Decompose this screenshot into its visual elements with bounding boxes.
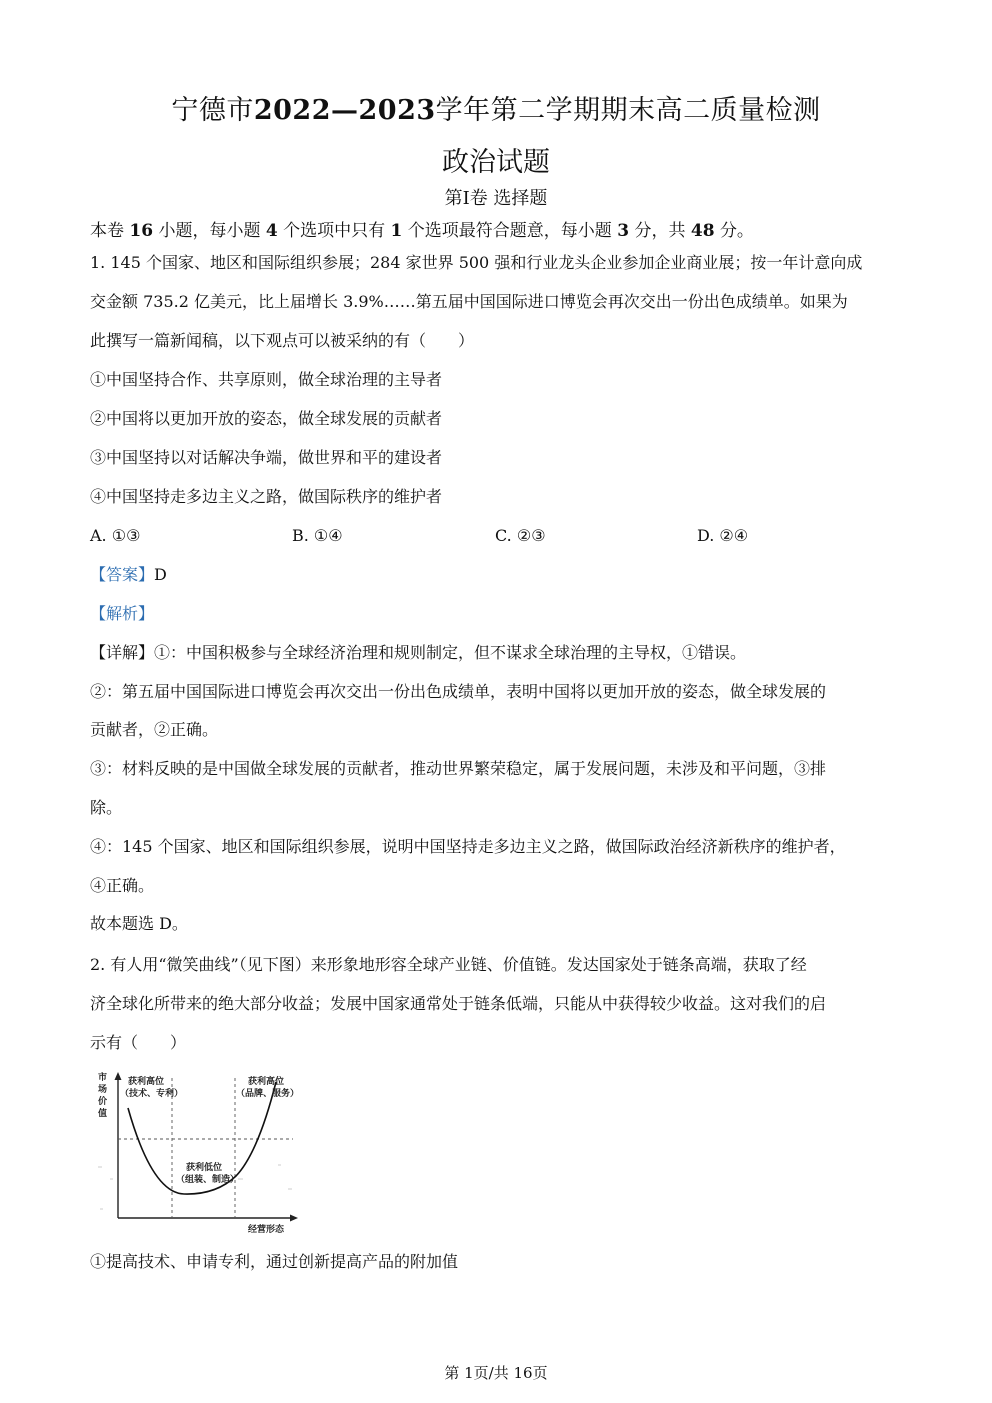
- q1-statement: ③中国坚持以对话解决争端，做世界和平的建设者: [90, 448, 443, 467]
- detail-label: 【详解】: [90, 643, 155, 662]
- q1-stem-line: 1. 145 个国家、地区和国际组织参展；284 家世界 500 强和行业龙头企业参加企业商业展；按一年计意向成: [90, 253, 863, 272]
- q1-option-d: D. ②④: [697, 526, 749, 545]
- page-subtitle: 政治试题: [442, 147, 550, 178]
- q1-stem-line: 此撰写一篇新闻稿，以下观点可以被采纳的有（ ）: [90, 331, 475, 350]
- annotation-title: 获利高位: [248, 1077, 285, 1087]
- q1-statement: ②中国将以更加开放的姿态，做全球发展的贡献者: [90, 409, 443, 428]
- y-axis-label-char: 价: [98, 1097, 108, 1107]
- y-axis-label-char: 值: [98, 1109, 108, 1119]
- q2-stem-line: 2. 有人用“微笑曲线”（见下图）来形象地形容全球产业链、价值链。发达国家处于链条高端，获取了经: [90, 955, 807, 974]
- answer-value: D: [154, 565, 167, 584]
- smile-curve-chart: [88, 1068, 304, 1234]
- q2-stem-line: 示有（ ）: [90, 1033, 187, 1052]
- q1-detail-line: 故本题选 D。: [90, 914, 188, 933]
- q1-statement: ④中国坚持走多边主义之路，做国际秩序的维护者: [90, 487, 443, 506]
- annotation-sub: （品牌、服务）: [236, 1089, 300, 1099]
- page-footer: 第 1页/共 16页: [444, 1364, 548, 1382]
- x-axis-label: 经营形态: [248, 1225, 285, 1234]
- annotation-title: 获利低位: [186, 1163, 223, 1173]
- q1-option-b: B. ①④: [292, 526, 343, 545]
- q1-detail-line: 除。: [90, 798, 123, 817]
- q1-detail-line: ④：145 个国家、地区和国际组织参展，说明中国坚持走多边主义之路，做国际政治经济新秩序的维护者，: [90, 837, 846, 856]
- q1-detail-line: ③：材料反映的是中国做全球发展的贡献者，推动世界繁荣稳定，属于发展问题，未涉及和平问题，③排: [90, 759, 827, 778]
- q1-analysis-label: 【解析】: [90, 604, 155, 623]
- page-title: 宁德市2022—2023学年第二学期期末高二质量检测: [171, 95, 821, 126]
- q1-statement: ①中国坚持合作、共享原则，做全球治理的主导者: [90, 370, 443, 389]
- q2-statement: ①提高技术、申请专利，通过创新提高产品的附加值: [90, 1252, 459, 1271]
- q1-option-c: C. ②③: [495, 526, 546, 545]
- q2-stem-line: 济全球化所带来的绝大部分收益；发展中国家通常处于链条低端，只能从中获得较少收益。这对我们的启: [90, 994, 827, 1013]
- instructions: 本卷 16 小题，每小题 4 个选项中只有 1 个选项最符合题意，每小题 3 分，共 48 分。: [90, 221, 754, 241]
- q1-detail-line: ④正确。: [90, 876, 155, 895]
- y-axis-label-char: 场: [98, 1085, 108, 1095]
- annotation-sub: （技术、专利）: [120, 1089, 184, 1099]
- q1-option-a: A. ①③: [90, 526, 141, 545]
- answer-label: 【答案】: [90, 565, 155, 584]
- q1-detail-line: ②：第五届中国国际进口博览会再次交出一份出色成绩单，表明中国将以更加开放的姿态，做全球发展的: [90, 682, 827, 701]
- section-heading: 第Ⅰ卷 选择题: [444, 188, 548, 209]
- x-axis-arrow: [290, 1215, 298, 1222]
- annotation-sub: （组装、制造）: [176, 1175, 240, 1185]
- q1-answer: [90, 565, 910, 585]
- q1-detail-line: 【详解】①：中国积极参与全球经济治理和规则制定，但不谋求全球治理的主导权，①错误。: [90, 643, 747, 662]
- y-axis-label-char: 市: [98, 1073, 108, 1083]
- q1-stem-line: 交金额 735.2 亿美元，比上届增长 3.9%……第五届中国国际进口博览会再次交出一份出色成绩单。如果为: [90, 292, 848, 311]
- y-axis-arrow: [115, 1072, 122, 1080]
- annotation-title: 获利高位: [128, 1077, 165, 1087]
- q1-detail-line: 贡献者，②正确。: [90, 720, 219, 739]
